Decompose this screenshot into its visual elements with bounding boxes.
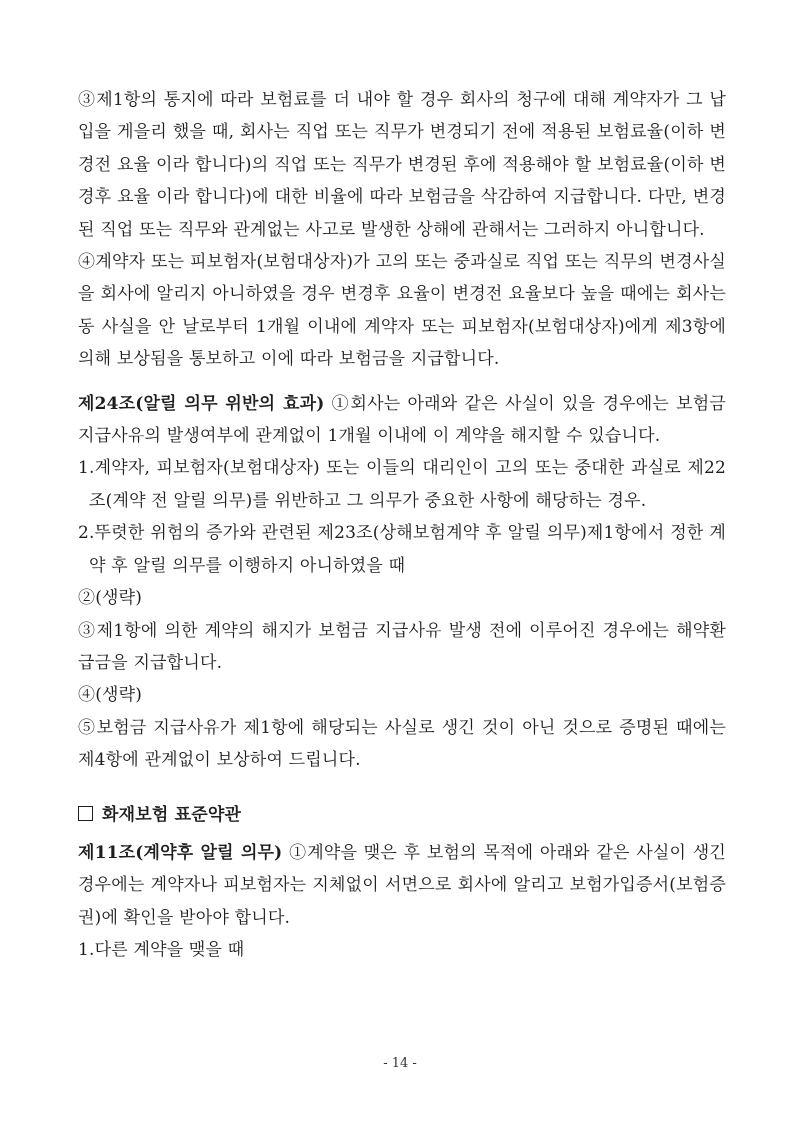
article-11-paragraph-1 [78, 837, 726, 934]
article-24-paragraph-4: ④(생략) [78, 685, 143, 706]
article-24-paragraph-1 [78, 388, 726, 453]
section-title-text: 화재보험 표준약관 [102, 804, 242, 825]
article-11-paragraph-1-text: ①계약을 맺은 후 보험의 목적에 아래와 같은 사실이 생긴 경우에는 계약자나 피보험자는 지체없이 서면으로 회사에 알리고 보험가입증서(보험증권)에 확인을 받아야 합니다. [78, 842, 726, 928]
article-24-heading: 제24조(알릴 의무 위반의 효과) [78, 393, 325, 414]
article-24-paragraph-5: ⑤보험금 지급사유가 제1항에 해당되는 사실로 생긴 것이 아닌 것으로 증명된 때에는 제4항에 관계없이 보상하여 드립니다. [78, 717, 726, 771]
document-page [78, 84, 726, 967]
checkbox-square-icon [78, 806, 93, 821]
article-24-paragraph-1-text: ①회사는 아래와 같은 사실이 있을 경우에는 보험금 지급사유의 발생여부에 관계없이 1개월 이내에 이 계약을 해지할 수 있습니다. [78, 393, 726, 447]
page-number: - 14 - [383, 1056, 417, 1071]
article-23-paragraph-4: ④계약자 또는 피보험자(보험대상자)가 고의 또는 중과실로 직업 또는 직무의 변경사실을 회사에 알리지 아니하였을 경우 변경후 요율이 변경전 요율보다 높을 때에는 회사는 동 사실을 안 날로부터 1개월 이내에 계약자 또는 피보험자(보험대상자)에게 제3항에 의해 보상됨을 통보하고 이에 따라 보험금을 지급합니다. [78, 252, 726, 370]
article-24-paragraph-2: ②(생략) [78, 588, 143, 609]
section-title [78, 799, 726, 831]
article-24-paragraph-3: ③제1항에 의한 계약의 해지가 보험금 지급사유 발생 전에 이루어진 경우에는 해약환급금을 지급합니다. [78, 620, 726, 673]
article-24-item-2: 2.뚜렷한 위험의 증가와 관련된 제23조(상해보험계약 후 알릴 의무)제1항에서 정한 계약 후 알릴 의무를 이행하지 아니하였을 때 [78, 523, 726, 576]
article-24-item-1: 1.계약자, 피보험자(보험대상자) 또는 이들의 대리인이 고의 또는 중대한 과실로 제22조(계약 전 알릴 의무)를 위반하고 그 의무가 중요한 사항에 해당하는 경우. [78, 458, 726, 511]
article-11-item-1: 1.다른 계약을 맺을 때 [78, 940, 245, 961]
article-23-paragraph-3: ③제1항의 통지에 따라 보험료를 더 내야 할 경우 회사의 청구에 대해 계약자가 그 납입을 게을리 했을 때, 회사는 직업 또는 직무가 변경되기 전에 적용된 보험료율(이하 변경전 요율 이라 합니다)의 직업 또는 직무가 변경된 후에 적용해야 할 보험료율(이하 변경후 요율 이라 합니다)에 대한 비율에 따라 보험금을 삭감하여 지급합니다. 다만, 변경된 직업 또는 직무와 관계없는 사고로 발생한 상해에 관해서는 그러하지 아니합니다. [78, 90, 726, 240]
article-11-heading: 제11조(계약후 알릴 의무) [78, 842, 283, 863]
